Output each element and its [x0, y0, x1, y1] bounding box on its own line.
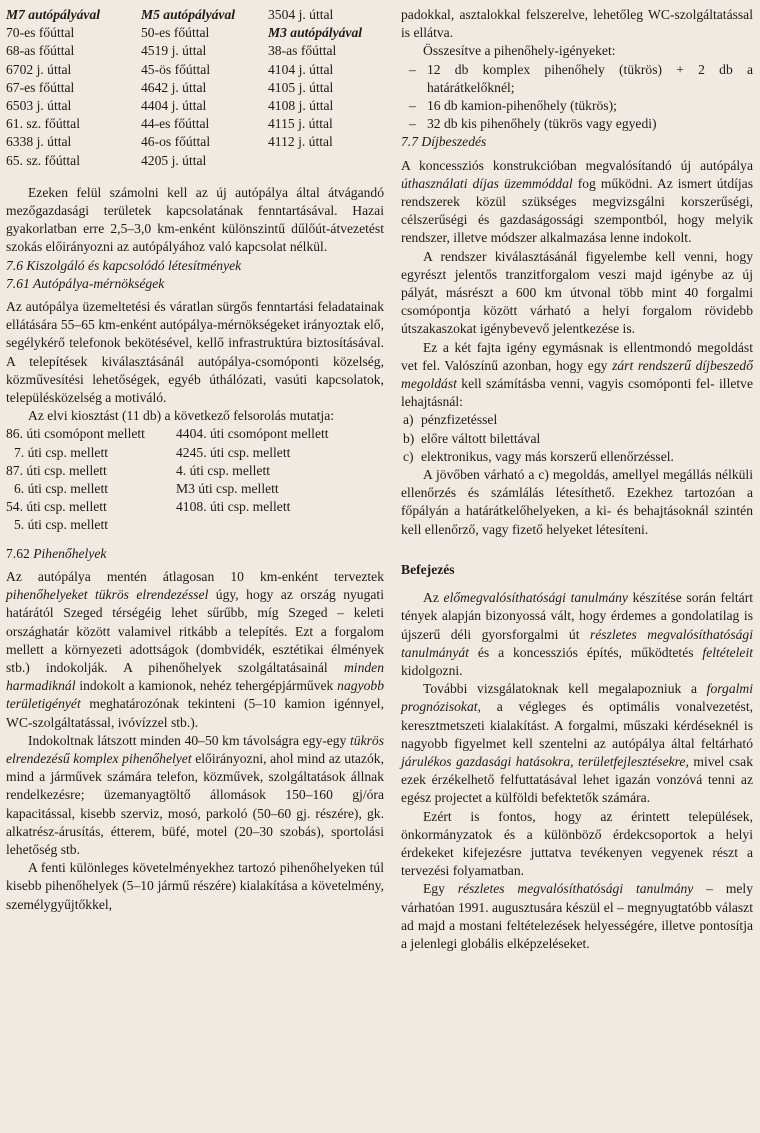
table-cell — [268, 152, 384, 170]
table-cell: 4104 j. úttal — [268, 61, 334, 77]
allocation-item: 86. úti csomópont mellett — [6, 426, 145, 442]
text-run: mivel csak ezek érzékelhető felfuttatásával lehet igazán vonzóvá tenni az egész projectet a külföldi befektetők számára. — [401, 753, 753, 806]
allocation-item — [176, 516, 384, 534]
section-title: Pihenőhelyek — [33, 545, 107, 561]
list-item-text: 16 db kamion-pihenőhely (tükrös); — [427, 98, 617, 114]
table-cell: 61. sz. főúttal — [6, 116, 80, 132]
list-item-text: elektronikus, vagy más korszerű ellenőrzéssel. — [421, 448, 674, 464]
table-cell: 4205 j. úttal — [141, 152, 207, 168]
list-item-text: 32 db kis pihenőhely (tükrös vagy egyedi) — [427, 116, 657, 132]
summary-list — [401, 61, 753, 134]
text-run: Ez a két fajta igény egymásnak is ellentmondó megoldást vet fel. Valószínű azonban, hogy egy — [401, 339, 753, 373]
left-column — [6, 6, 384, 914]
paragraph-7-61-b: Az elvi kiosztást (11 db) a következő felsorolás mutatja: — [28, 408, 335, 424]
paragraph-conclusion-3: Ezért is fontos, hogy az érintett települések, önkormányzatok és a különböző érdekcsoportok a helyi érdekeket kifejezésre juttatva tevékenyen vegyenek részt a tervezési folyamatban. — [401, 808, 753, 879]
table-cell: 44-es főúttal — [141, 116, 210, 132]
table-cell: 4108 j. úttal — [268, 98, 334, 114]
emphasis: előmegvalósíthatósági tanulmány — [443, 590, 628, 606]
emphasis: zárt rendszerű díjbeszedő megoldást — [401, 357, 753, 392]
paragraph-7-61-a: Az autópálya üzemeltetési és váratlan sürgős fenntartási feladatainak ellátására 55–65 km-enként autópálya-mérnökségeket irányoztak elő, segélykérő telefonok bekötésével, kellő infrastruktúra biztosításával. A telepítések kiválasztásánál autópálya-csomóponti közelség, közművesítési lehetőségek, egyéb úthálózati, vasúti kapcsolatok, településközelség a motiváló. — [6, 299, 384, 406]
emphasis: úthasználati díjas üzemmóddal — [401, 175, 573, 191]
list-item-text: előre váltott bilettával — [421, 430, 541, 446]
allocation-item: 6. úti csp. mellett — [14, 481, 109, 497]
list-item — [401, 97, 753, 115]
right-column — [401, 6, 753, 953]
paragraph-conclusion-4 — [401, 880, 753, 953]
text-run: indokolt a kamionok, nehéz tehergépjárművek — [75, 678, 338, 694]
emphasis: feltételeit — [702, 644, 753, 660]
table-cell: 68-as főúttal — [6, 43, 75, 59]
dash-marker: – — [409, 61, 416, 77]
paragraph-summary-intro: Összesítve a pihenőhely-igényeket: — [423, 43, 616, 59]
paragraph-7-62-a — [6, 568, 384, 732]
text-run: úgy, hogy az ország nyugati határától Szeged térségéig lehet sűrűbb, míg Szeged – keleti országhatár között valamivel ritkább a telepítés. Ezt a forgalom mellett a környezeti adottságok (dombvidék, esztétikai élmények stb.) indokolják. A pihenőhelyek szolgáltatásainál — [6, 587, 384, 675]
section-heading-7-62 — [6, 545, 384, 563]
list-marker: b) — [403, 430, 415, 446]
table-cell: 4105 j. úttal — [268, 79, 334, 95]
paragraph-7-7-d: A jövőben várható a c) megoldás, amellyel megállás nélküli ellenőrzés és számlálás létesíthető. Ezekhez tartozóan a főpályán a határátkelőhelyeken, a ki- és behajtásoknál szintén kell ellenőrző, vagy fizető helyeket létesíteni. — [401, 467, 753, 537]
section-heading-7-7: 7.7 Díjbeszedés — [401, 134, 487, 150]
paragraph-intro: Ezeken felül számolni kell az új autópálya által átvágandó mezőgazdasági területek kapcsolatának fenntartásával. Hazai gyakorlatban erre 2,5–3,0 km-enként különszintű dűlőút-átvezetést szokás előirányozni az autópályához való kapcsolat nélkül. — [6, 184, 384, 255]
emphasis: járulékos gazdasági hatásokra, területfejlesztésekre, — [401, 753, 689, 769]
table-cell: 4112 j. úttal — [268, 134, 333, 150]
text-run: További vizsgálatoknak kell megalapozniuk a — [423, 681, 707, 697]
paragraph-7-7-a — [401, 157, 753, 248]
allocation-item: 4. úti csp. mellett — [176, 462, 271, 478]
table-cell: 4519 j. úttal — [141, 43, 207, 59]
table-cell: 50-es főúttal — [141, 25, 210, 41]
allocation-item: 54. úti csp. mellett — [6, 499, 107, 515]
paragraph-conclusion-2 — [401, 680, 753, 807]
allocation-item: 4108. úti csp. mellett — [176, 499, 291, 515]
table-cell: 6503 j. úttal — [6, 98, 72, 114]
allocation-item: 87. úti csp. mellett — [6, 462, 107, 478]
list-marker: a) — [403, 412, 414, 428]
list-item — [401, 61, 753, 97]
emphasis: tükrös elrendezésű komplex pihenőhelyet — [6, 732, 384, 766]
table-header: M7 autópályával — [6, 7, 101, 22]
emphasis: nagyobb területigényét — [6, 678, 384, 712]
allocation-item: M3 úti csp. mellett — [176, 481, 279, 497]
list-item-text: 12 db komplex pihenőhely (tükrös) + 2 db a határátkelőknél; — [427, 61, 753, 95]
table-cell: 6702 j. úttal — [6, 61, 72, 77]
table-cell: 4115 j. úttal — [268, 116, 333, 132]
text-run: és a koncessziós építés, működtetés — [468, 644, 703, 660]
table-cell: M3 autópályával — [268, 25, 363, 41]
list-item — [401, 115, 753, 133]
dash-marker: – — [409, 98, 416, 114]
table-cell: 4642 j. úttal — [141, 79, 207, 95]
emphasis: részletes megvalósíthatósági tanulmány — [457, 881, 694, 897]
table-cell: 67-es főúttal — [6, 79, 75, 95]
emphasis: minden harmadiknál — [6, 659, 384, 694]
emphasis: forgalmi prognózisokat, — [401, 681, 753, 715]
paragraph-continued: padokkal, asztalokkal felszerelve, lehetőleg WC-szolgáltatással is ellátva. — [401, 7, 753, 41]
table-cell: 6338 j. úttal — [6, 134, 72, 150]
text-run: meghatározónak tekinteni (5–10 kamion igénnyel, WC-szolgáltatással, ivóvízzel stb.). — [6, 696, 384, 730]
table-cell: 46-os főúttal — [141, 134, 211, 150]
text-run: Az autópálya mentén átlagosan 10 km-enként terveztek — [6, 568, 384, 584]
text-run: kidolgozni. — [401, 662, 463, 678]
payment-options-list — [401, 411, 753, 466]
road-connection-table — [6, 6, 384, 170]
table-cell: 65. sz. főúttal — [6, 152, 80, 168]
allocation-item: 4245. úti csp. mellett — [176, 444, 291, 460]
text-run: A koncessziós konstrukcióban megvalósítandó új autópálya — [401, 157, 753, 173]
table-cell: 38-as főúttal — [268, 43, 337, 59]
allocation-list — [6, 425, 384, 534]
text-run: – mely várhatóan 1991. augusztusára készül el – megnyugtatóbb választ ad majd a mostani feltételezések helyességére, illetve pontosítja a jelenlegi globális elképzeléseket. — [401, 881, 753, 951]
table-cell: 45-ös főúttal — [141, 61, 211, 77]
list-item — [401, 448, 753, 466]
section-heading-7-6: 7.6 Kiszolgáló és kapcsolódó létesítmények — [6, 257, 242, 273]
paragraph-7-62-b — [6, 732, 384, 859]
emphasis: pihenőhelyeket tükrös elrendezéssel — [6, 587, 209, 603]
paragraph-7-7-c — [401, 339, 753, 412]
text-run: készítése során feltárt tények alapján bizonyossá vált, hogy érdemes a gondolatilag is újszerű déli gyorsforgalmi út — [401, 590, 754, 642]
paragraph-7-7-b: A rendszer kiválasztásánál figyelembe kell venni, hogy egyrészt jelentős tranzitforgalom veszi majd igénybe az új pályát, másrészt a 600 km útvonal több mint 40 forgalmi csomópontja között várható a helyi forgalom rövidebb útszakaszokat igénybevevő jelentkezése is. — [401, 248, 753, 337]
allocation-item: 4404. úti csomópont mellett — [176, 426, 329, 442]
text-run: Az — [423, 590, 444, 606]
list-item — [401, 430, 753, 448]
table-header: M5 autópályával — [141, 7, 236, 22]
table-header: 3504 j. úttal — [268, 7, 334, 22]
table-cell: 4404 j. úttal — [141, 98, 207, 114]
text-run: előirányozni, ahol mind az utazók, mind a járművek számára telefon, közművek, szolgáltatások állnak rendelkezésre; üzemanyagtöltő állomások 150–160 gj/óra kapacitással, kisebb szerviz, mosó, parkoló (50–60 gj. részére), gk. alkatrész-árusítás, étterem, büfé, motel (20–30 szobás), sportolási lehetőség stb. — [6, 750, 384, 857]
list-marker: c) — [403, 448, 414, 464]
text-run: fog működni. Az ismert útdíjas rendszerek közül szükséges megvizsgálni korszerűségi, célszerűségi és gazdaságossági szempontból, hogy melyik rendszer, illetve módszer alkalmazása lenne indokolt. — [401, 175, 754, 246]
text-run: Egy — [423, 881, 458, 897]
allocation-item: 7. úti csp. mellett — [14, 444, 109, 460]
section-number: 7.62 — [6, 545, 30, 561]
text-run: Indokoltnak látszott minden 40–50 km távolságra egy-egy — [28, 732, 351, 748]
text-run: a végleges és optimális vonalvezetést, keresztmetszeti kialakítást. A forgalmi, műszaki kérdéseknél is nagyobb figyelmet kell szentelni az autópálya által feltárható — [401, 699, 753, 751]
table-cell: 70-es főúttal — [6, 25, 75, 41]
dash-marker: – — [409, 116, 416, 132]
paragraph-conclusion-1 — [401, 589, 753, 680]
allocation-item: 5. úti csp. mellett — [14, 517, 109, 533]
section-heading-7-61: 7.61 Autópálya-mérnökségek — [6, 275, 165, 291]
list-item-text: pénzfizetéssel — [421, 412, 498, 428]
emphasis: részletes megvalósíthatósági tanulmányát — [401, 626, 754, 660]
text-run: kell számításba venni, vagyis csomóponti fel- illetve lehajtásnál: — [401, 376, 753, 410]
section-heading-conclusion: Befejezés — [401, 561, 455, 577]
list-item — [401, 411, 753, 429]
paragraph-7-62-c: A fenti különleges követelményekhez tartozó pihenőhelyeken túl kisebb pihenőhelyek (5–10 jármű részére) kialakítása a követelmény, személygyűjtőkkel, — [6, 860, 384, 912]
